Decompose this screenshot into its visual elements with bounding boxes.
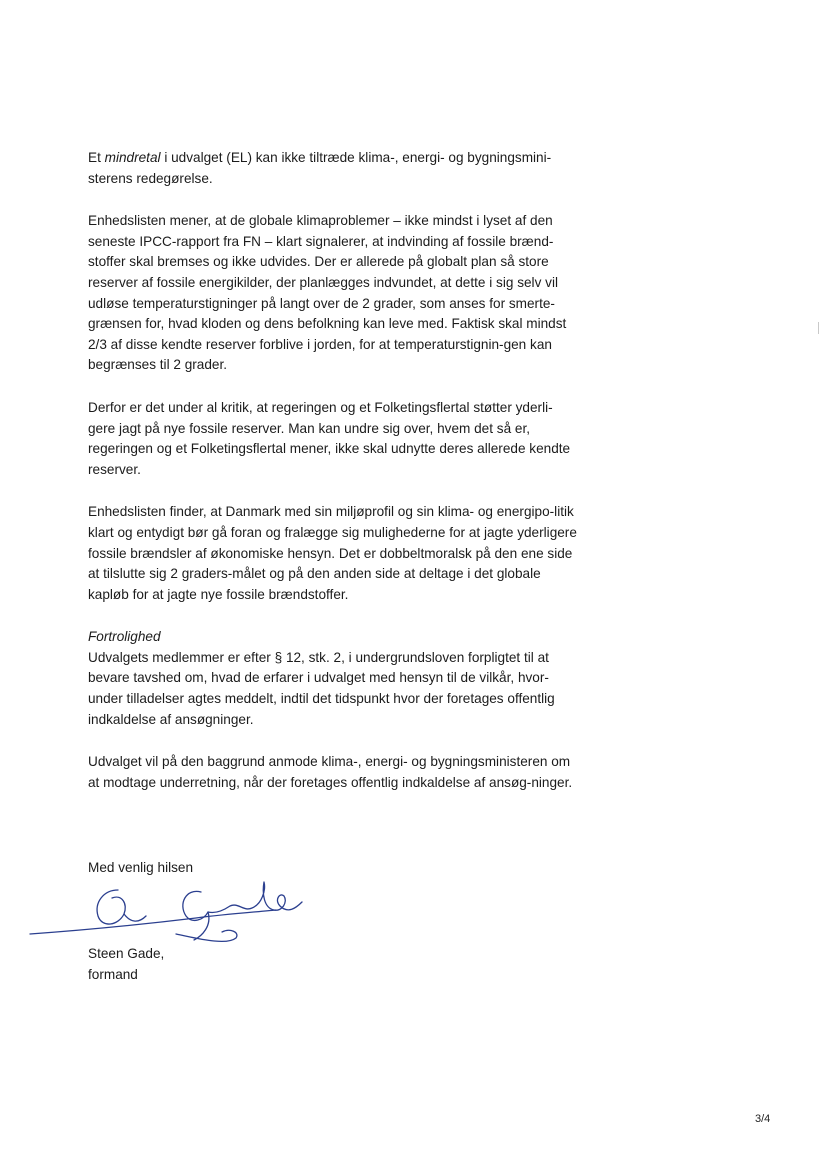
paragraph-denmark-position: Enhedslisten finder, at Danmark med sin miljøprofil og sin klima- og energipo-litik klart og entydigt bør gå foran og fralægge sig mulighederne for at jagte yderligere fossile brændsler af økonomiske hensyn. Det er dobbeltmoralsk på den ene side at tilslutte sig 2 graders-målet og på den anden side at deltage i det globale kapløb for at jagte nye fossile brændstoffer. (88, 504, 577, 602)
signer-title: formand (88, 966, 138, 982)
paragraph-criticism: Derfor er det under al kritik, at regeringen og et Folketingsflertal støtter yderli-gere jagt på nye fossile reserver. Man kan undre sig over, hvem det så er, regeringen og et Folketingsflertal mener, ikke skal udnytte deres allerede kendte reserver. (88, 399, 571, 477)
signature-stroke-first-tail (124, 914, 146, 921)
signature-stroke-first-initial (97, 890, 125, 924)
paragraph-suffix: i udvalget (EL) kan ikke tiltræde klima-, energi- og bygningsmini-sterens redegørelse. (88, 150, 552, 186)
paragraph-climate-problems: Enhedslisten mener, at de globale klimaproblemer – ikke mindst i lyset af den seneste IPCC-rapport fra FN – klart signalerer, at indvinding af fossile brænd-stoffer skal bremses og ikke udvides. Der er allerede på globalt plan så store reserver af fossile energikilder, der planlægges indvundet, at dette i sig selv vil udløse temperaturstigninger på langt over de 2 grader, som anses for smerte-grænsen for, hvad kloden og dens befolkning kan leve med. Faktisk skal mindst 2/3 af disse kendte reserver forblive i jorden, for at temperaturstignin-gen kan begrænses til 2 grader. (88, 213, 567, 373)
section-heading-fortrolighed: Fortrolighed (88, 629, 161, 645)
letter-body (88, 148, 578, 815)
signature-stroke-surname-ade (208, 882, 302, 913)
page-number: 3/4 (755, 1113, 771, 1125)
closing-greeting: Med venlig hilsen (88, 860, 194, 875)
signer-name: Steen Gade, (88, 946, 165, 961)
paragraph-minority-statement (88, 148, 578, 189)
signature-stroke-loop (176, 930, 237, 941)
paragraph-confidentiality: Udvalgets medlemmer er efter § 12, stk. 2, i undergrundsloven forpligtet til at bevare tavshed om, hvad de erfarer i udvalget med hensyn til de vilkår, hvor-under tilladelser agtes meddelt, indtil det tidspunkt hvor der foretages offentlig indkaldelse af ansøgninger. (88, 649, 555, 727)
signer-block (88, 944, 164, 985)
emphasis-mindretal: mindretal (104, 150, 161, 165)
scan-edge-mark (818, 322, 819, 334)
signature-stroke-surname-g (183, 891, 209, 940)
handwritten-signature (26, 872, 316, 952)
paragraph-request: Udvalget vil på den baggrund anmode klima-, energi- og bygningsministeren om at modtage underretning, når der foretages offentlig indkaldelse af ansøg-ninger. (88, 754, 573, 790)
signature-stroke-underline (30, 910, 276, 934)
paragraph-prefix: Et (88, 150, 105, 165)
